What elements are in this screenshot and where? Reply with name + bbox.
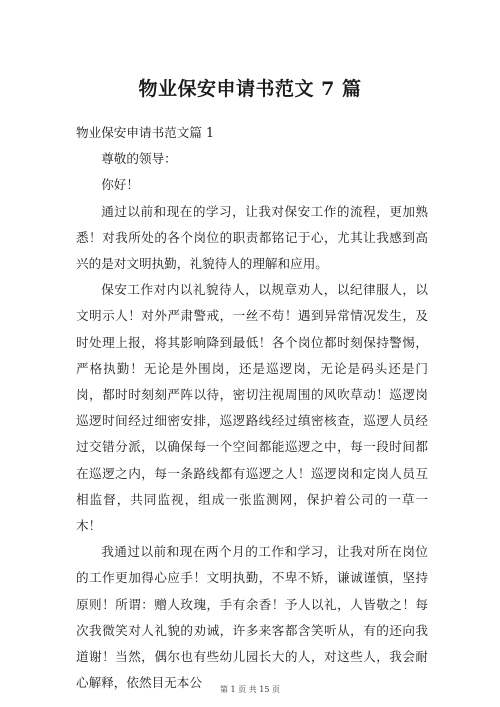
document-body bbox=[76, 120, 428, 696]
section-heading: 物业保安申请书范文篇 1 bbox=[76, 125, 214, 140]
body-paragraph: 通过以前和现在的学习，让我对保安工作的流程，更加熟悉！对我所处的各个岗位的职责都铭记于心，尤其让我感到高兴的是对文明执勤，礼貌待人的理解和应用。 bbox=[76, 203, 428, 272]
greeting: 你好！ bbox=[101, 177, 139, 193]
salutation: 尊敬的领导： bbox=[101, 151, 177, 167]
body-paragraph: 我通过以前和现在两个月的工作和学习，让我对所在岗位的工作更加得心应手！文明执勤，不卑不矫，谦诚谨慎，坚持原则！所谓：赠人玫瑰，手有余香！予人以礼，人皆敬之！每次我微笑对人礼貌的劝诫，许多来客都含笑听从，有的还向我道谢！当然，偶尔也有些幼儿园长大的人，对这些人，我会耐心解释，依然目无本公 bbox=[76, 544, 428, 691]
document-title: 物业保安申请书范文 7 篇 bbox=[138, 78, 362, 100]
page-number-footer: 第 1 页 共 15 页 bbox=[220, 685, 280, 694]
body-paragraph: 保安工作对内以礼貌待人，以规章劝人，以纪律服人，以文明示人！对外严肃警戒，一丝不苟！遇到异常情况发生，及时处理上报，将其影响降到最低！各个岗位都时刻保持警惕，严格执勤！无论是外围岗，还是巡逻岗，无论是码头还是门岗，都时时刻刻严阵以待，密切注视周围的风吹草动！巡逻岗巡逻时间经过细密安排，巡逻路线经过缜密核查，巡逻人员经过交错分派，以确保每一个空间都能巡逻之中，每一段时间都在巡逻之内，每一条路线都有巡逻之人！巡逻岗和定岗人员互相监督，共同监视，组成一张监测网，保护着公司的一草一木！ bbox=[76, 282, 428, 534]
